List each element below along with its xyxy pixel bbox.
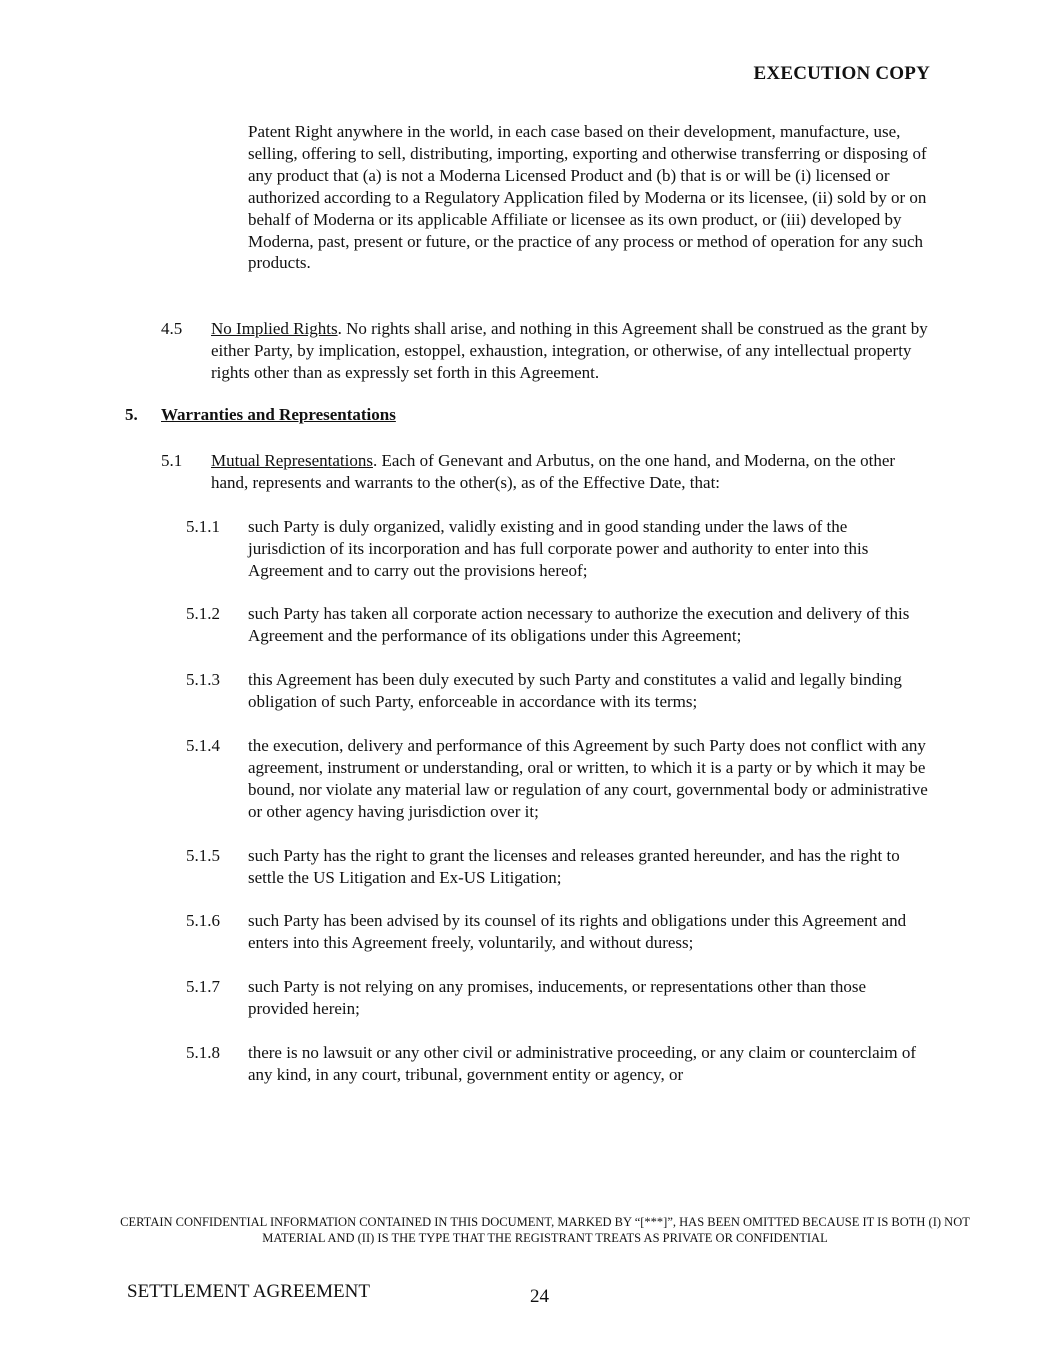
clause-number: 5.1.2 (186, 604, 220, 623)
section-4-5-text: . No rights shall arise, and nothing in this Agreement shall be construed as the grant by either Party, by implication, estoppel, exhaustion, integration, or otherwise, of any intellectual property rights other than as expressly set forth in this Agreement. (211, 319, 928, 382)
confidentiality-notice: CERTAIN CONFIDENTIAL INFORMATION CONTAINED IN THIS DOCUMENT, MARKED BY “[***]”, HAS BEEN OMITTED BECAUSE IT IS BOTH (I) NOT MATERIAL AND (II) IS THE TYPE THAT THE REGISTRANT TREATS AS PRIVATE OR CONFIDENTIAL (120, 1215, 970, 1245)
section-5-title: Warranties and Representations (161, 405, 396, 424)
clause-number: 5.1.5 (186, 846, 220, 865)
section-5-1-number: 5.1 (161, 451, 183, 470)
section-4-5-number: 4.5 (161, 319, 183, 338)
clause-text: this Agreement has been duly executed by such Party and constitutes a valid and legally binding obligation of such Party, enforceable in accordance with its terms; (248, 670, 902, 711)
clause-number: 5.1.7 (186, 977, 220, 996)
clause-text: there is no lawsuit or any other civil or administrative proceeding, or any claim or counterclaim of any kind, in any court, tribunal, government entity or agency, or (248, 1043, 916, 1084)
clause-text: such Party is duly organized, validly existing and in good standing under the laws of the jurisdiction of its incorporation and has full corporate power and authority to enter into this Agreement and to carry out the provisions hereof; (248, 517, 869, 580)
section-5-number: 5. (125, 405, 138, 424)
section-5-1-text: . Each of Genevant and Arbutus, on the one hand, and Moderna, on the other hand, represents and warrants to the other(s), as of the Effective Date, that: (211, 451, 896, 492)
clause-number: 5.1.1 (186, 517, 220, 536)
clause-number: 5.1.3 (186, 670, 220, 689)
page-number: 24 (530, 1286, 549, 1307)
section-4-5-heading: No Implied Rights (211, 319, 338, 338)
clause-number: 5.1.8 (186, 1043, 220, 1062)
clause-number: 5.1.4 (186, 736, 220, 755)
continuation-paragraph: Patent Right anywhere in the world, in each case based on their development, manufacture, use, selling, offering to sell, distributing, importing, exporting and otherwise transferring or disposing of any product that (a) is not a Moderna Licensed Product and (b) that is or will be (i) licensed or authorized according to a Regulatory Application filed by Moderna or its licensee, (ii) sold by or on behalf of Moderna or its applicable Affiliate or licensee as its own product, or (iii) developed by Moderna, past, present or future, or the practice of any process or method of operation for any such products. (248, 122, 927, 273)
clause-text: such Party has the right to grant the licenses and releases granted hereunder, and has the right to settle the US Litigation and Ex-US Litigation; (248, 846, 900, 887)
section-5-1-paragraph (211, 450, 931, 494)
clause-text: such Party has been advised by its counsel of its rights and obligations under this Agreement and enters into this Agreement freely, voluntarily, and without duress; (248, 911, 907, 952)
execution-copy-header: EXECUTION COPY (753, 63, 930, 84)
clause-text: such Party has taken all corporate action necessary to authorize the execution and delivery of this Agreement and the performance of its obligations under this Agreement; (248, 604, 910, 645)
document-name: SETTLEMENT AGREEMENT (127, 1281, 370, 1302)
section-5-1-heading: Mutual Representations (211, 451, 373, 470)
clause-text: such Party is not relying on any promises, inducements, or representations other than those provided herein; (248, 977, 867, 1018)
section-4-5-paragraph (211, 318, 931, 384)
clause-text: the execution, delivery and performance of this Agreement by such Party does not conflict with any agreement, instrument or understanding, oral or written, to which it is a party or by which it may be bound, nor violate any material law or regulation of any court, governmental body or administrative or other agency having jurisdiction over it; (248, 736, 928, 821)
clause-number: 5.1.6 (186, 911, 220, 930)
